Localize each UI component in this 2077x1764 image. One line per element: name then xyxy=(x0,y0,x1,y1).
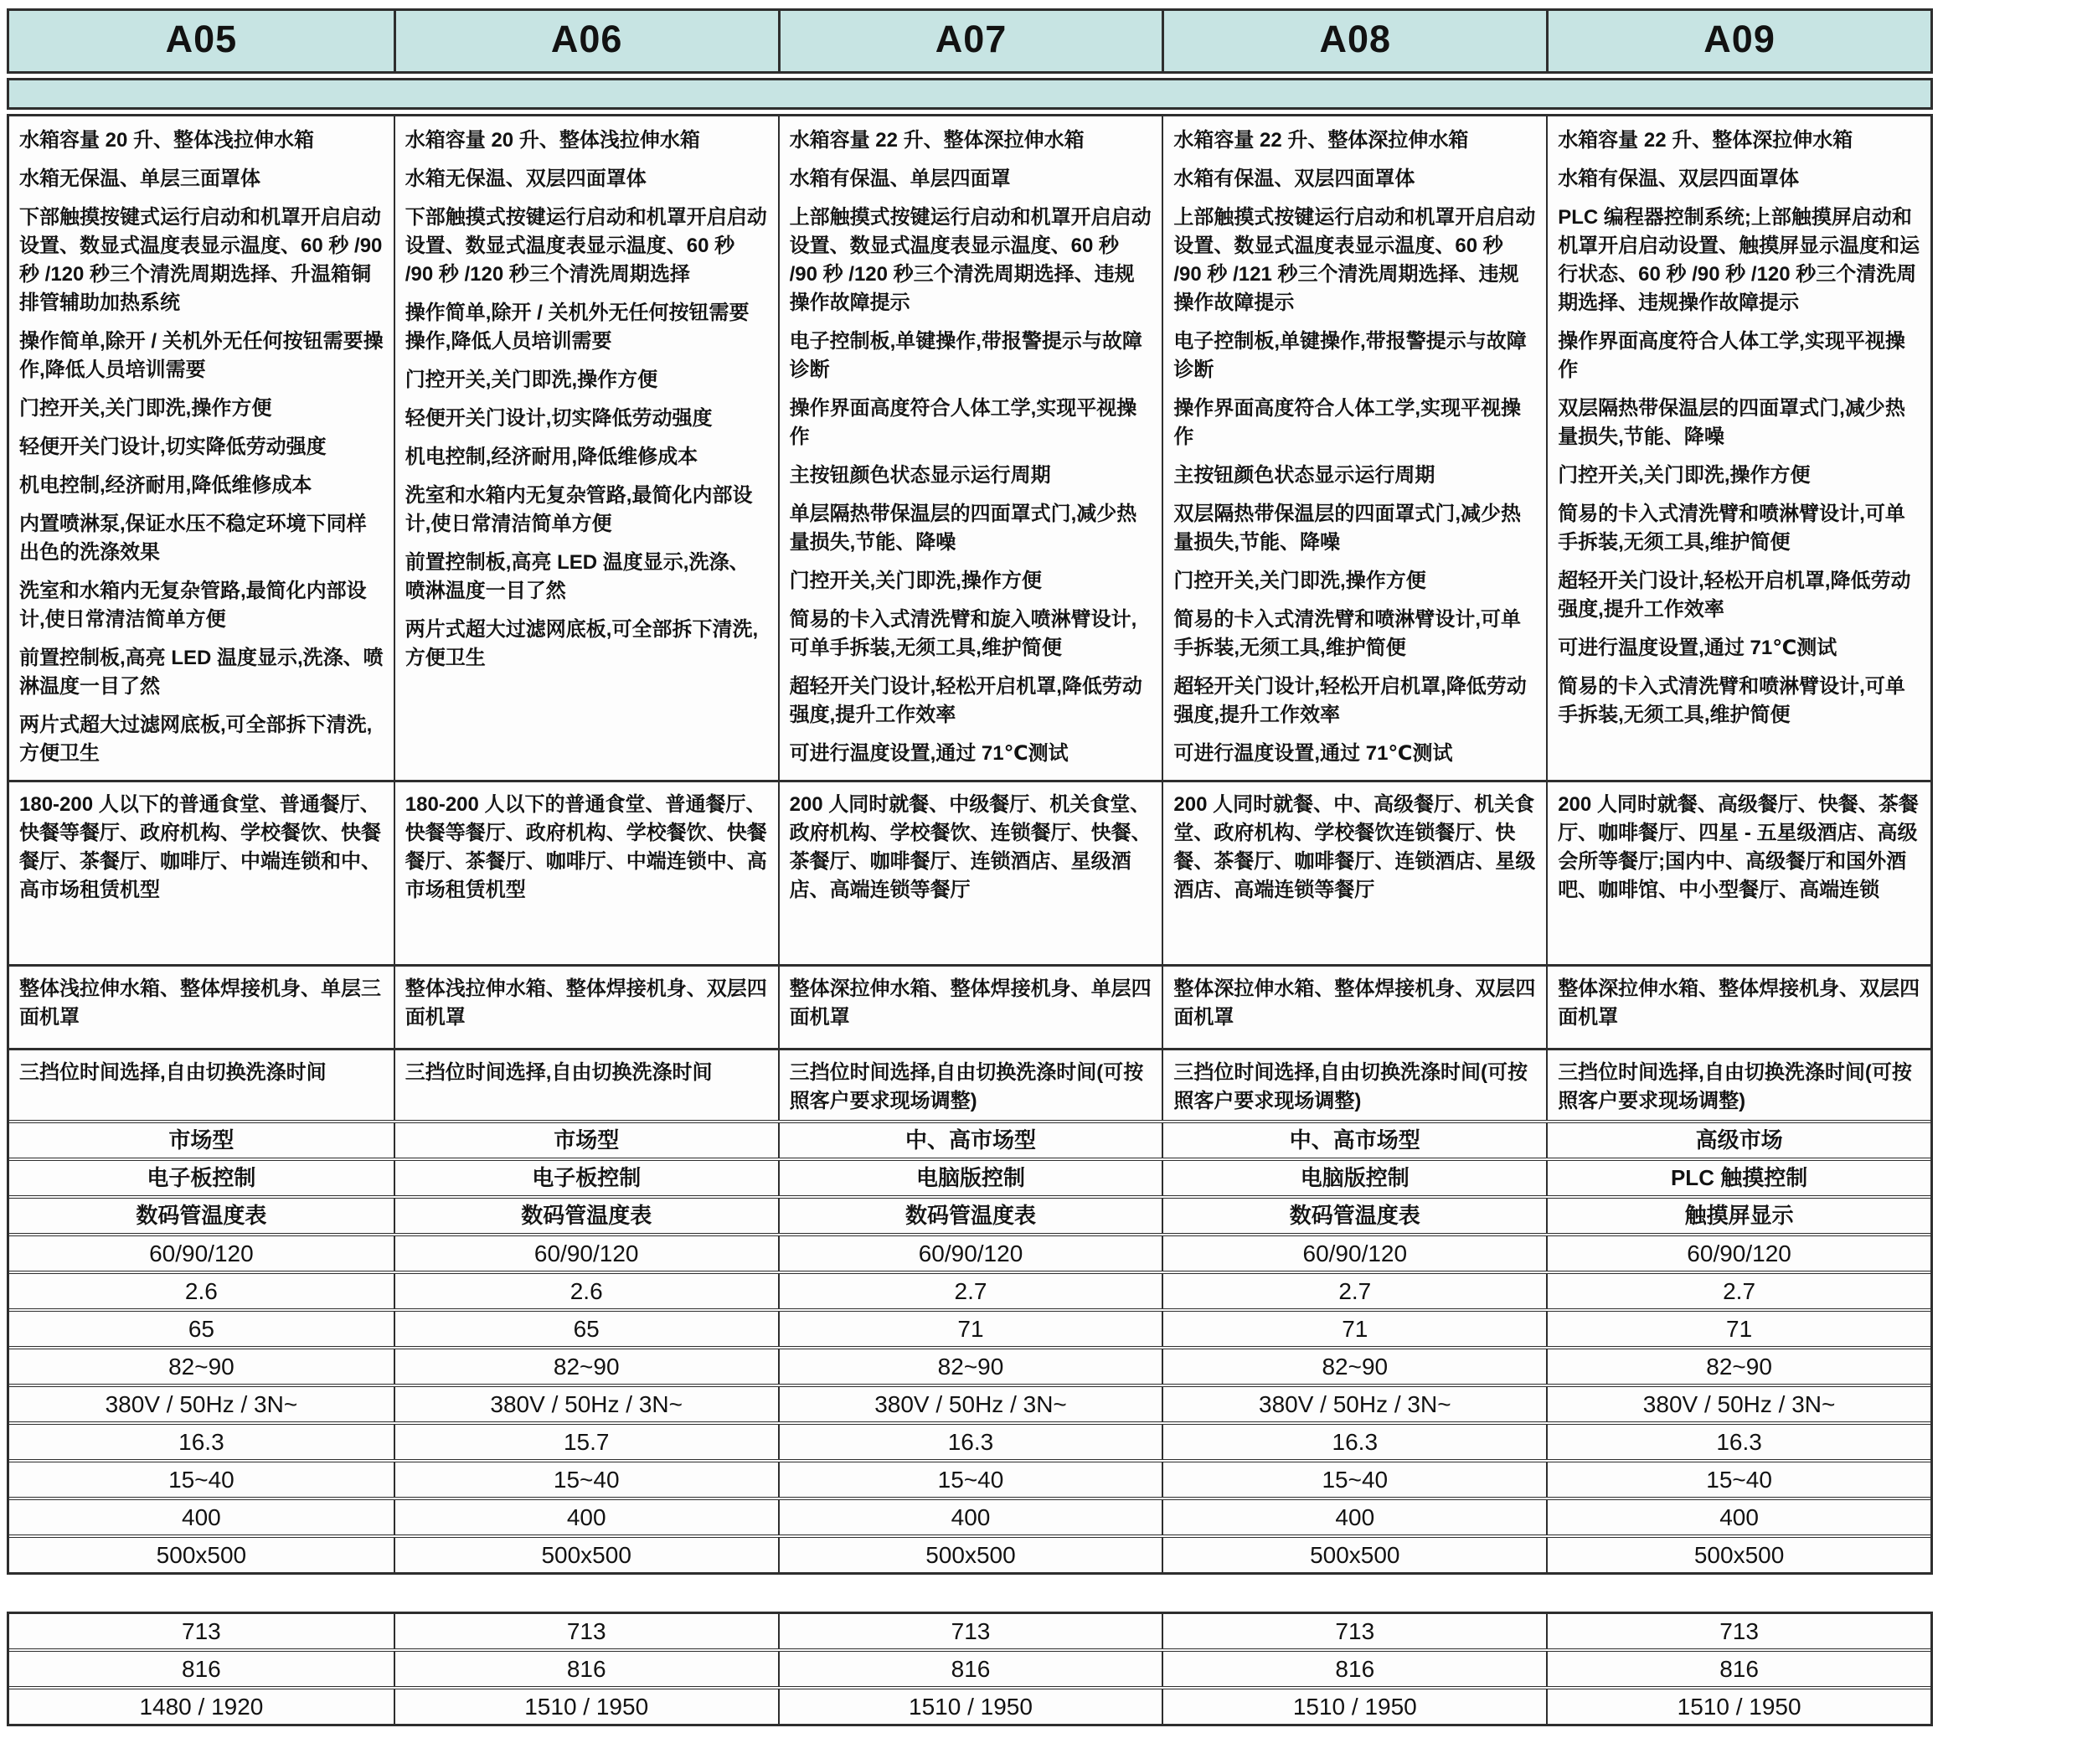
feature-item: 超轻开关门设计,轻松开启机罩,降低劳动强度,提升工作效率 xyxy=(1558,570,1911,621)
spec-cell: 60/90/120 xyxy=(149,1240,254,1266)
dimension-cell: 713 xyxy=(182,1618,221,1644)
spec-row xyxy=(9,1459,1930,1497)
features-cell xyxy=(1162,116,1546,780)
spec-cell: 2.7 xyxy=(1546,1274,1930,1308)
spec-cell: 380V / 50Hz / 3N~ xyxy=(1162,1387,1546,1421)
spec-cell: 数码管温度表 xyxy=(136,1203,267,1228)
time-cell: 三挡位时间选择,自由切换洗涤时间 xyxy=(394,1050,778,1120)
structure-row xyxy=(9,964,1930,1048)
spec-row xyxy=(9,1497,1930,1534)
spec-cell: 中、高市场型 xyxy=(778,1123,1162,1158)
feature-item: 机电控制,经济耐用,降低维修成本 xyxy=(19,474,312,497)
spec-cell: 82~90 xyxy=(778,1349,1162,1384)
spec-cell: 15~40 xyxy=(778,1462,1162,1497)
feature-item: 可进行温度设置,通过 71℃测试 xyxy=(789,742,1069,765)
header-band xyxy=(7,78,1933,110)
spec-row xyxy=(9,1233,1930,1271)
spec-cell: 2.7 xyxy=(1162,1274,1546,1308)
spec-cell: 数码管温度表 xyxy=(394,1199,778,1233)
feature-item: 主按钮颜色状态显示运行周期 xyxy=(789,464,1051,487)
model-header: A09 xyxy=(1546,11,1930,71)
spec-cell: 500x500 xyxy=(156,1542,247,1568)
feature-item: 门控开关,关门即洗,操作方便 xyxy=(789,570,1042,592)
spec-cell: 电子板控制 xyxy=(147,1165,256,1190)
spec-cell: 65 xyxy=(394,1312,778,1346)
dimension-cell: 713 xyxy=(394,1614,778,1648)
dimensions-table xyxy=(7,1612,1933,1726)
dimension-cell: 816 xyxy=(394,1652,778,1686)
spec-cell: 15~40 xyxy=(1546,1462,1930,1497)
feature-item: 门控开关,关门即洗,操作方便 xyxy=(19,397,272,420)
feature-item: 两片式超大过滤网底板,可全部拆下清洗,方便卫生 xyxy=(405,618,759,669)
spec-cell: 400 xyxy=(182,1504,221,1530)
feature-item: 水箱无保温、双层四面罩体 xyxy=(405,168,647,190)
spec-cell: 市场型 xyxy=(168,1127,234,1153)
feature-item: 操作界面高度符合人体工学,实现平视操作 xyxy=(789,397,1137,448)
spec-row xyxy=(9,1384,1930,1421)
feature-item: 下部触摸按键式运行启动和机罩开启启动设置、数显式温度表显示温度、60 秒 /90 秒 /120 秒三个清洗周期选择、升温箱铜排管辅助加热系统 xyxy=(19,206,383,314)
spec-cell: 71 xyxy=(1546,1312,1930,1346)
application-cell: 180-200 人以下的普通食堂、普通餐厅、快餐等餐厅、政府机构、学校餐饮、快餐餐厅、茶餐厅、咖啡厅、中端连锁和中、高市场租赁机型 xyxy=(19,793,381,901)
time-row xyxy=(9,1048,1930,1120)
structure-cell: 整体深拉伸水箱、整体焊接机身、单层四面机罩 xyxy=(778,967,1162,1048)
spec-cell: 60/90/120 xyxy=(778,1236,1162,1271)
model-header-row xyxy=(7,8,1933,74)
spec-cell: 400 xyxy=(778,1500,1162,1534)
feature-item: 前置控制板,高亮 LED 温度显示,洗涤、喷淋温度一目了然 xyxy=(405,551,750,602)
dimension-cell: 816 xyxy=(1162,1652,1546,1686)
feature-item: 可进行温度设置,通过 71℃测试 xyxy=(1173,742,1453,765)
feature-item: 主按钮颜色状态显示运行周期 xyxy=(1173,464,1435,487)
feature-item: PLC 编程器控制系统;上部触摸屏启动和机罩开启启动设置、触摸屏显示温度和运行状态、60 秒 /90 秒 /120 秒三个清洗周期选择、违规操作故障提示 xyxy=(1558,206,1920,314)
spec-cell: 16.3 xyxy=(1546,1425,1930,1459)
feature-item: 简易的卡入式清洗臂和旋入喷淋臂设计,可单手拆装,无须工具,维护简便 xyxy=(789,608,1137,659)
spec-row xyxy=(9,1158,1930,1195)
feature-item: 电子控制板,单键操作,带报警提示与故障诊断 xyxy=(789,330,1142,381)
feature-item: 水箱容量 22 升、整体深拉伸水箱 xyxy=(789,129,1085,152)
feature-item: 水箱容量 22 升、整体深拉伸水箱 xyxy=(1558,129,1853,152)
dimension-cell: 713 xyxy=(1546,1614,1930,1648)
application-cell: 200 人同时就餐、高级餐厅、快餐、茶餐厅、咖啡餐厅、四星 - 五星级酒店、高级会所等餐厅;国内中、高级餐厅和国外酒吧、咖啡馆、中小型餐厅、高端连锁 xyxy=(1546,782,1930,964)
structure-cell: 整体浅拉伸水箱、整体焊接机身、单层三面机罩 xyxy=(19,977,381,1029)
feature-item: 下部触摸式按键运行启动和机罩开启启动设置、数显式温度表显示温度、60 秒 /90 秒 /120 秒三个清洗周期选择 xyxy=(405,206,767,286)
spec-cell: 中、高市场型 xyxy=(1162,1123,1546,1158)
structure-cell: 整体深拉伸水箱、整体焊接机身、双层四面机罩 xyxy=(1546,967,1930,1048)
table-gap xyxy=(7,1575,1933,1612)
feature-item: 水箱容量 20 升、整体浅拉伸水箱 xyxy=(405,129,700,152)
model-header: A07 xyxy=(778,11,1162,71)
feature-item: 双层隔热带保温层的四面罩式门,减少热量损失,节能、降噪 xyxy=(1558,397,1905,448)
spec-row xyxy=(9,1346,1930,1384)
feature-item: 内置喷淋泵,保证水压不稳定环境下同样出色的洗涤效果 xyxy=(19,513,367,564)
spec-cell: 2.7 xyxy=(778,1274,1162,1308)
feature-item: 上部触摸式按键运行启动和机罩开启启动设置、数显式温度表显示温度、60 秒 /90 秒 /120 秒三个清洗周期选择、违规操作故障提示 xyxy=(789,206,1152,314)
spec-cell: 82~90 xyxy=(1546,1349,1930,1384)
spec-cell: 15.7 xyxy=(394,1425,778,1459)
features-cell xyxy=(778,116,1162,780)
spec-row xyxy=(9,1308,1930,1346)
spec-cell: 82~90 xyxy=(168,1354,234,1380)
features-cell xyxy=(394,116,778,780)
feature-item: 门控开关,关门即洗,操作方便 xyxy=(1173,570,1426,592)
spec-cell: 16.3 xyxy=(778,1425,1162,1459)
spec-cell: 高级市场 xyxy=(1546,1123,1930,1158)
spec-cell: PLC 触摸控制 xyxy=(1546,1161,1930,1195)
dimension-cell: 1510 / 1950 xyxy=(1162,1689,1546,1724)
spec-cell: 500x500 xyxy=(1162,1538,1546,1572)
spec-cell: 数码管温度表 xyxy=(1162,1199,1546,1233)
feature-item: 两片式超大过滤网底板,可全部拆下清洗,方便卫生 xyxy=(19,714,373,765)
feature-item: 操作简单,除开 / 关机外无任何按钮需要操作,降低人员培训需要 xyxy=(19,330,384,381)
feature-item: 水箱无保温、单层三面罩体 xyxy=(19,168,260,190)
spec-row xyxy=(9,1120,1930,1158)
feature-item: 机电控制,经济耐用,降低维修成本 xyxy=(405,446,698,468)
dimension-cell: 816 xyxy=(182,1656,221,1682)
spec-cell: 500x500 xyxy=(394,1538,778,1572)
feature-item: 水箱容量 22 升、整体深拉伸水箱 xyxy=(1173,129,1469,152)
spec-cell: 500x500 xyxy=(1546,1538,1930,1572)
spec-row xyxy=(9,1421,1930,1459)
time-cell: 三挡位时间选择,自由切换洗涤时间(可按照客户要求现场调整) xyxy=(778,1050,1162,1120)
spec-cell: 60/90/120 xyxy=(1162,1236,1546,1271)
model-header: A08 xyxy=(1162,11,1546,71)
spec-cell: 60/90/120 xyxy=(394,1236,778,1271)
feature-item: 简易的卡入式清洗臂和喷淋臂设计,可单手拆装,无须工具,维护简便 xyxy=(1558,675,1905,726)
feature-item: 双层隔热带保温层的四面罩式门,减少热量损失,节能、降噪 xyxy=(1173,503,1522,554)
spec-cell: 市场型 xyxy=(394,1123,778,1158)
spec-cell: 2.6 xyxy=(394,1274,778,1308)
feature-item: 轻便开关门设计,切实降低劳动强度 xyxy=(405,407,713,430)
feature-item: 操作简单,除开 / 关机外无任何按钮需要操作,降低人员培训需要 xyxy=(405,302,750,353)
spec-cell: 400 xyxy=(1546,1500,1930,1534)
spec-cell: 15~40 xyxy=(394,1462,778,1497)
dimension-cell: 816 xyxy=(1546,1652,1930,1686)
application-cell: 200 人同时就餐、中级餐厅、机关食堂、政府机构、学校餐饮、连锁餐厅、快餐、茶餐厅、咖啡餐厅、连锁酒店、星级酒店、高端连锁等餐厅 xyxy=(778,782,1162,964)
spec-cell: 380V / 50Hz / 3N~ xyxy=(778,1387,1162,1421)
spec-cell: 电脑版控制 xyxy=(1162,1161,1546,1195)
spec-cell: 2.6 xyxy=(184,1278,218,1304)
feature-item: 超轻开关门设计,轻松开启机罩,降低劳动强度,提升工作效率 xyxy=(789,675,1142,726)
spec-cell: 82~90 xyxy=(1162,1349,1546,1384)
time-cell: 三挡位时间选择,自由切换洗涤时间(可按照客户要求现场调整) xyxy=(1546,1050,1930,1120)
dimension-row xyxy=(9,1614,1930,1648)
dimension-cell: 1480 / 1920 xyxy=(139,1694,264,1720)
dimension-cell: 1510 / 1950 xyxy=(778,1689,1162,1724)
spec-row xyxy=(9,1195,1930,1233)
features-cell xyxy=(1546,116,1930,780)
dimension-cell: 713 xyxy=(778,1614,1162,1648)
feature-item: 门控开关,关门即洗,操作方便 xyxy=(405,369,658,391)
feature-item: 电子控制板,单键操作,带报警提示与故障诊断 xyxy=(1173,330,1527,381)
feature-item: 前置控制板,高亮 LED 温度显示,洗涤、喷淋温度一目了然 xyxy=(19,647,384,698)
spec-cell: 82~90 xyxy=(394,1349,778,1384)
spec-cell: 触摸屏显示 xyxy=(1546,1199,1930,1233)
time-cell: 三挡位时间选择,自由切换洗涤时间(可按照客户要求现场调整) xyxy=(1162,1050,1546,1120)
application-cell: 180-200 人以下的普通食堂、普通餐厅、快餐等餐厅、政府机构、学校餐饮、快餐餐厅、茶餐厅、咖啡厅、中端连锁中、高市场租赁机型 xyxy=(394,782,778,964)
structure-cell: 整体浅拉伸水箱、整体焊接机身、双层四面机罩 xyxy=(394,967,778,1048)
spec-cell: 71 xyxy=(778,1312,1162,1346)
feature-item: 上部触摸式按键运行启动和机罩开启启动设置、数显式温度表显示温度、60 秒 /90 秒 /121 秒三个清洗周期选择、违规操作故障提示 xyxy=(1173,206,1536,314)
feature-item: 操作界面高度符合人体工学,实现平视操作 xyxy=(1173,397,1522,448)
feature-item: 洗室和水箱内无复杂管路,最简化内部设计,使日常清洁简单方便 xyxy=(19,580,367,631)
spec-cell: 400 xyxy=(394,1500,778,1534)
application-cell: 200 人同时就餐、中、高级餐厅、机关食堂、政府机构、学校餐饮连锁餐厅、快餐、茶餐厅、咖啡餐厅、连锁酒店、星级酒店、高端连锁等餐厅 xyxy=(1162,782,1546,964)
spec-row xyxy=(9,1271,1930,1308)
feature-item: 门控开关,关门即洗,操作方便 xyxy=(1558,464,1811,487)
spec-cell: 电子板控制 xyxy=(394,1161,778,1195)
spec-cell: 电脑版控制 xyxy=(778,1161,1162,1195)
spec-row xyxy=(9,1534,1930,1572)
dimension-cell: 1510 / 1950 xyxy=(1546,1689,1930,1724)
dimension-cell: 1510 / 1950 xyxy=(394,1689,778,1724)
features-row xyxy=(9,116,1930,780)
dimension-row xyxy=(9,1686,1930,1724)
spec-cell: 380V / 50Hz / 3N~ xyxy=(394,1387,778,1421)
spec-cell: 15~40 xyxy=(1162,1462,1546,1497)
model-header: A05 xyxy=(165,18,238,60)
spec-cell: 65 xyxy=(188,1316,214,1342)
structure-cell: 整体深拉伸水箱、整体焊接机身、双层四面机罩 xyxy=(1162,967,1546,1048)
spec-sheet xyxy=(7,8,1933,1726)
spec-cell: 71 xyxy=(1162,1312,1546,1346)
application-row xyxy=(9,780,1930,964)
feature-item: 水箱有保温、双层四面罩体 xyxy=(1173,168,1415,190)
features-cell xyxy=(9,116,394,780)
feature-item: 超轻开关门设计,轻松开启机罩,降低劳动强度,提升工作效率 xyxy=(1173,675,1527,726)
feature-item: 水箱容量 20 升、整体浅拉伸水箱 xyxy=(19,129,315,152)
model-header: A06 xyxy=(394,11,778,71)
spec-cell: 380V / 50Hz / 3N~ xyxy=(1546,1387,1930,1421)
feature-item: 操作界面高度符合人体工学,实现平视操作 xyxy=(1558,330,1905,381)
spec-cell: 16.3 xyxy=(178,1429,224,1455)
feature-item: 单层隔热带保温层的四面罩式门,减少热量损失,节能、降噪 xyxy=(789,503,1137,554)
time-cell: 三挡位时间选择,自由切换洗涤时间 xyxy=(19,1061,327,1084)
feature-item: 水箱有保温、单层四面罩 xyxy=(789,168,1011,190)
spec-table-body xyxy=(7,114,1933,1575)
dimension-row xyxy=(9,1648,1930,1686)
feature-item: 可进行温度设置,通过 71℃测试 xyxy=(1558,637,1837,659)
spec-cell: 400 xyxy=(1162,1500,1546,1534)
spec-cell: 15~40 xyxy=(168,1467,234,1493)
spec-cell: 数码管温度表 xyxy=(778,1199,1162,1233)
dimension-cell: 713 xyxy=(1162,1614,1546,1648)
feature-item: 简易的卡入式清洗臂和喷淋臂设计,可单手拆装,无须工具,维护简便 xyxy=(1558,503,1905,554)
spec-cell: 60/90/120 xyxy=(1546,1236,1930,1271)
feature-item: 简易的卡入式清洗臂和喷淋臂设计,可单手拆装,无须工具,维护简便 xyxy=(1173,608,1522,659)
spec-cell: 380V / 50Hz / 3N~ xyxy=(105,1391,298,1417)
feature-item: 洗室和水箱内无复杂管路,最简化内部设计,使日常清洁简单方便 xyxy=(405,484,753,535)
spec-cell: 500x500 xyxy=(778,1538,1162,1572)
spec-cell: 16.3 xyxy=(1162,1425,1546,1459)
dimension-cell: 816 xyxy=(778,1652,1162,1686)
feature-item: 水箱有保温、双层四面罩体 xyxy=(1558,168,1800,190)
feature-item: 轻便开关门设计,切实降低劳动强度 xyxy=(19,436,327,458)
